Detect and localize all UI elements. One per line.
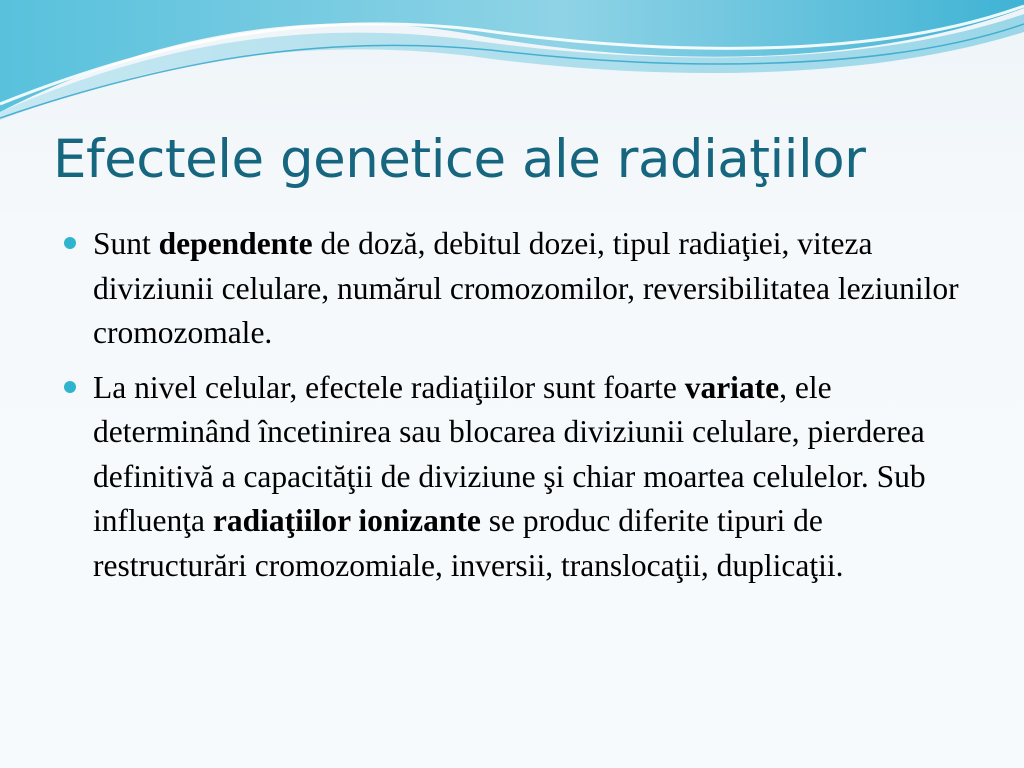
bullet-list (60, 222, 960, 598)
bullet-text-bold: dependente (158, 226, 313, 261)
header-wave-decoration (0, 0, 1024, 130)
bullet-text: , ele determinând încetinirea sau blocarea diviziunii celulare, pierderea definitivă a capacităţii de diviziune şi chiar moartea celulelor. Sub influenţa (93, 369, 926, 538)
bullet-text: de doză, debitul dozei, tipul radiaţiei, viteza diviziunii celulare, numărul cromozomilor, reversibilitatea leziunilor cromozomale. (93, 226, 959, 350)
bullet-dot-icon (64, 381, 76, 393)
bullet-text: se produc diferite tipuri de restructurări cromozomiale, inversii, translocaţii, duplicaţii. (93, 503, 844, 583)
bullet-item (60, 222, 960, 356)
bullet-text-bold: radiaţiilor ionizante (212, 503, 481, 538)
bullet-dot-icon (64, 237, 76, 249)
bullet-text: La nivel celular, efectele radiaţiilor sunt foarte (93, 369, 685, 405)
bullet-item (60, 366, 960, 589)
bullet-text: Sunt (93, 226, 159, 261)
bullet-text-bold: variate (684, 369, 780, 405)
slide-title: Efectele genetice ale radiaţiilor (53, 129, 866, 190)
